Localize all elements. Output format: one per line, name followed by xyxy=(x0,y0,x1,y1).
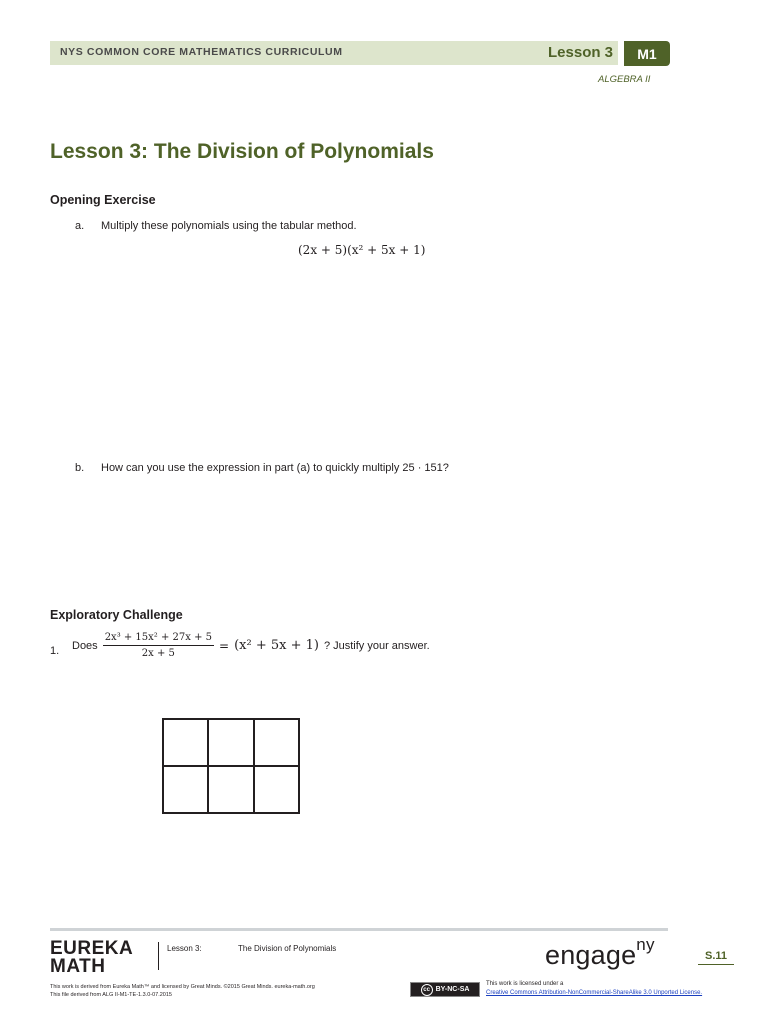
question-1-rhs: (x² + 5x + 1) xyxy=(234,638,319,653)
question-1-label: 1. xyxy=(50,645,60,657)
part-a-expression: (2x + 5)(x² + 5x + 1) xyxy=(298,243,426,257)
question-1-prefix: Does xyxy=(72,639,98,652)
license-text: This work is licensed under a xyxy=(486,981,564,987)
creative-commons-badge xyxy=(410,982,480,997)
footer-divider xyxy=(158,942,159,970)
engage-text: engage xyxy=(545,940,637,970)
file-notice: This file derived from ALG II-M1-TE-1.3.0-07.2015 xyxy=(50,992,172,998)
equals-sign: = xyxy=(219,638,230,653)
grid-cell xyxy=(163,766,208,813)
part-a-text: Multiply these polynomials using the tabular method. xyxy=(101,220,357,232)
footer-rule xyxy=(50,928,668,931)
grid-cell xyxy=(208,766,253,813)
cc-badge-text: BY-NC-SA xyxy=(435,986,470,993)
eureka-math-logo xyxy=(50,940,133,976)
grid-cell xyxy=(254,719,299,766)
grid-cell xyxy=(254,766,299,813)
part-b-label: b. xyxy=(75,462,85,474)
curriculum-title: NYS COMMON CORE MATHEMATICS CURRICULUM xyxy=(60,46,343,58)
question-1-body xyxy=(72,632,430,659)
license-link[interactable]: Creative Commons Attribution-NonCommercial-ShareAlike 3.0 Unported License. xyxy=(486,990,703,996)
engageny-logo xyxy=(545,935,655,971)
module-badge: M1 xyxy=(624,41,670,66)
footer-lesson-title: The Division of Polynomials xyxy=(238,944,337,953)
course-name: ALGEBRA II xyxy=(598,74,651,85)
grid-cell xyxy=(163,719,208,766)
footer-lesson: Lesson 3: xyxy=(167,944,202,953)
engage-sup: ny xyxy=(636,935,655,954)
opening-exercise-heading: Opening Exercise xyxy=(50,193,156,207)
fraction-denominator: 2x + 5 xyxy=(141,648,175,659)
header-lesson: Lesson 3 xyxy=(548,44,614,61)
grid-cell xyxy=(208,719,253,766)
page-title: Lesson 3: The Division of Polynomials xyxy=(50,140,434,163)
eureka-logo-line2: MATH xyxy=(50,956,106,977)
question-1-suffix: ? Justify your answer. xyxy=(323,639,430,652)
fraction-numerator: 2x³ + 15x² + 27x + 5 xyxy=(103,632,214,646)
question-1-fraction xyxy=(103,632,214,659)
eureka-logo-line1: EUREKA xyxy=(50,938,134,959)
cc-icon: cc xyxy=(421,984,433,996)
part-b-text: How can you use the expression in part (a) to quickly multiply 25 · 151? xyxy=(101,462,449,474)
exploratory-challenge-heading: Exploratory Challenge xyxy=(50,608,183,622)
part-a-label: a. xyxy=(75,220,85,232)
derived-notice: This work is derived from Eureka Math™ and licensed by Great Minds. ©2015 Great Minds. eureka-math.org xyxy=(50,984,315,990)
tabular-method-grid xyxy=(162,718,300,814)
page-number: S.11 xyxy=(698,950,734,965)
